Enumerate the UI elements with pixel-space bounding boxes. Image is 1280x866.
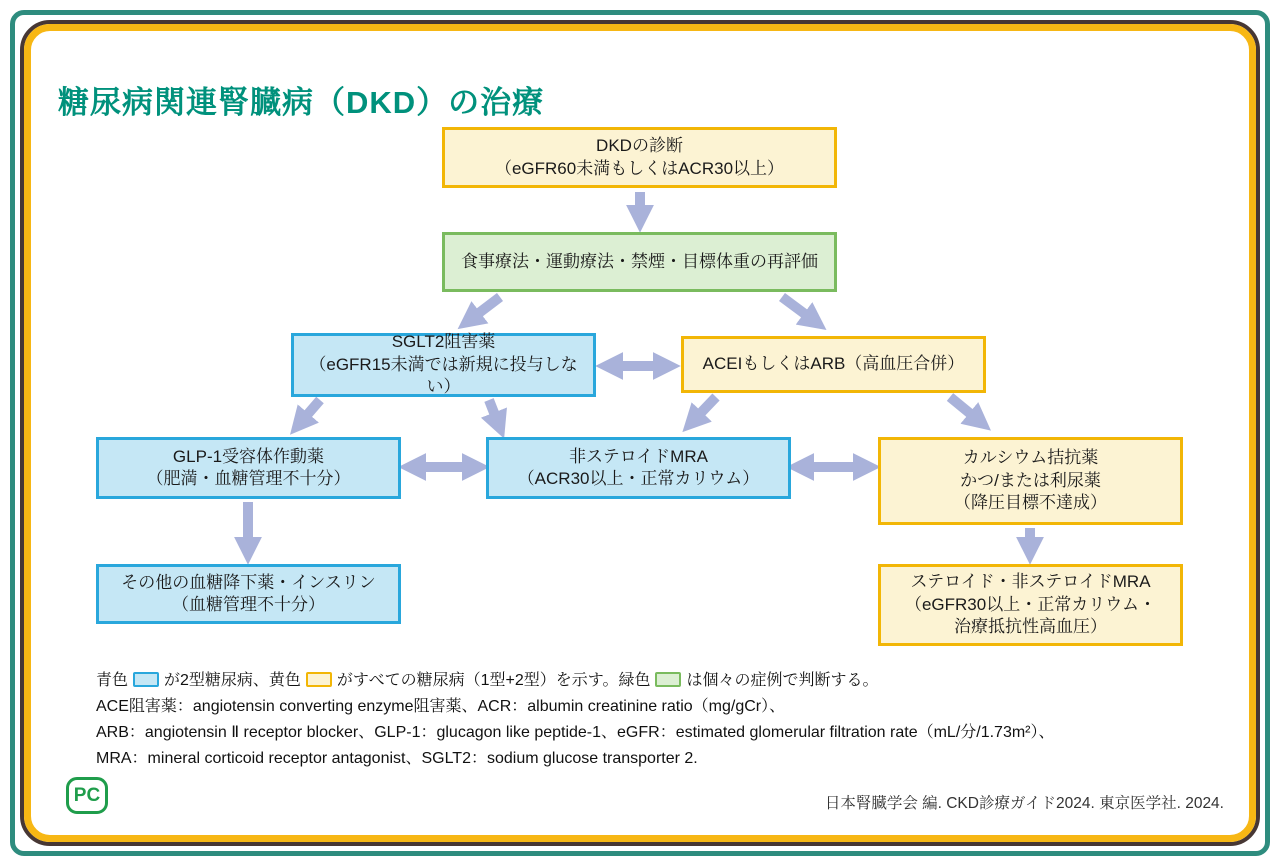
footnote-line-2: ARB：angiotensin Ⅱ receptor blocker、GLP-1：glucagon like peptide-1、eGFR：estimated glomerular filtration rate（mL/分/1.73m²）、 <box>96 724 1055 741</box>
node-calcium-blocker-diuretic <box>878 437 1183 525</box>
legend-text: は個々の症例で判断する。 <box>686 672 879 689</box>
node-line: （血糖管理不十分） <box>172 595 325 614</box>
node-sglt2-inhibitor <box>291 333 596 397</box>
node-line: （ACR30以上・正常カリウム） <box>517 469 760 488</box>
node-line: （eGFR60未満もしくはACR30以上） <box>494 158 785 178</box>
node-line: 非ステロイドMRA <box>569 446 708 466</box>
node-other-glucose-lowering <box>96 564 401 624</box>
node-line: ステロイド・非ステロイドMRA <box>910 572 1151 592</box>
footnote-line-3: MRA：mineral corticoid receptor antagonist、SGLT2：sodium glucose transporter 2. <box>96 750 698 767</box>
node-line: （eGFR15未満では新規に投与しない） <box>309 354 578 397</box>
node-nonsteroidal-mra <box>486 437 791 499</box>
node-line: （肥満・血糖管理不十分） <box>146 469 351 488</box>
node-line: DKDの診断 <box>596 136 683 156</box>
legend-text: が2型糖尿病、黄色 <box>164 672 301 689</box>
node-steroidal-nonsteroidal-mra <box>878 564 1183 646</box>
node-line: ACEIもしくはARB（高血圧合併） <box>702 354 965 374</box>
arrow-sglt2-to-glp1 <box>301 400 320 422</box>
legend-line <box>96 668 1055 694</box>
node-lifestyle-reevaluation <box>442 232 837 292</box>
node-line: カルシウム拮抗薬 <box>962 448 1099 468</box>
arrow-reeval-to-sglt2 <box>471 297 500 319</box>
legend-and-footnotes <box>96 668 1055 772</box>
node-line: その他の血糖降下薬・インスリン <box>121 572 376 592</box>
node-line: （eGFR30以上・正常カリウム・ <box>904 594 1157 614</box>
footnote-line-1: ACE阻害薬：angiotensin converting enzyme阻害薬、ACR：albumin creatinine ratio（mg/gCr）、 <box>96 698 786 715</box>
arrow-sglt2-to-mra <box>489 400 498 423</box>
pc-logo: PC <box>66 777 108 814</box>
source-citation: 日本腎臓学会 編. CKD診療ガイド2024. 東京医学社. 2024. <box>824 795 1224 812</box>
arrow-acei-to-ccb <box>950 397 978 420</box>
legend-green-swatch-icon <box>655 672 681 687</box>
node-line: GLP-1受容体作動薬 <box>172 446 325 466</box>
legend-blue-swatch-icon <box>133 672 159 687</box>
node-line: SGLT2阻害薬 <box>391 332 496 352</box>
node-line: 食事療法・運動療法・禁煙・目標体重の再評価 <box>461 251 818 271</box>
legend-yellow-swatch-icon <box>306 672 332 687</box>
node-line: かつ/または利尿薬 <box>960 470 1101 490</box>
node-glp1-agonist <box>96 437 401 499</box>
node-line: （降圧目標不達成） <box>954 493 1107 513</box>
arrow-reeval-to-acei <box>782 297 813 320</box>
legend-text: 青色 <box>96 672 129 689</box>
legend-text: がすべての糖尿病（1型+2型）を示す。緑色 <box>336 672 651 689</box>
node-line: 治療抵抗性高血圧） <box>954 617 1107 637</box>
node-acei-arb <box>681 336 986 393</box>
page-title: 糖尿病関連腎臓病（DKD）の治療 <box>58 84 545 120</box>
arrow-acei-to-mra <box>694 397 716 420</box>
node-dkd-diagnosis <box>442 127 837 188</box>
